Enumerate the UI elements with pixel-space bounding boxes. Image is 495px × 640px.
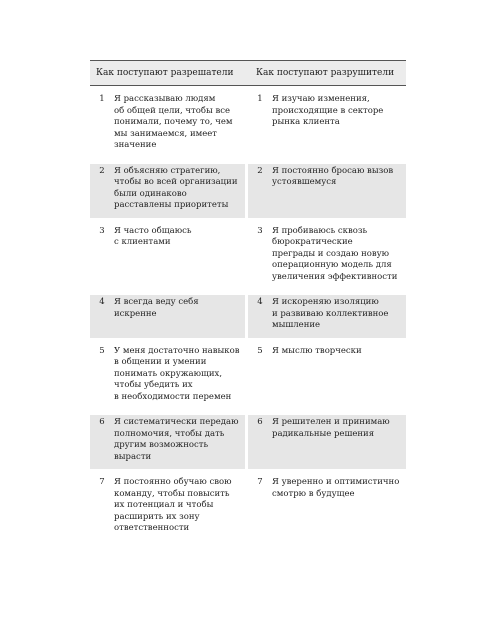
disruptor-cell: [248, 92, 406, 158]
table-row: [90, 164, 406, 218]
row-number: 2: [257, 165, 263, 176]
enabler-cell: [90, 344, 245, 410]
table-row: [90, 224, 406, 290]
disruptor-cell: [248, 344, 406, 410]
table-row: [90, 344, 406, 410]
table-body: [90, 92, 406, 541]
row-number: 3: [99, 225, 105, 236]
enabler-cell: [90, 224, 245, 290]
enabler-text: Я объясняю стратегию, чтобы во всей организации были одинаково расставлены приоритеты: [114, 165, 238, 210]
row-number: 2: [99, 165, 105, 176]
enabler-cell: [90, 415, 245, 469]
header-enablers: Как поступают разрешатели: [96, 68, 234, 78]
enabler-cell: [90, 92, 245, 158]
table-row: [90, 415, 406, 469]
disruptor-cell: [248, 164, 406, 218]
enabler-cell: [90, 475, 245, 541]
enabler-cell: [90, 164, 245, 218]
disruptor-text: Я изучаю изменения, происходящие в секторе рынка клиента: [272, 94, 384, 127]
enabler-text: Я постоянно обучаю свою команду, чтобы повысить их потенциал и чтобы расширить их зону ответственности: [114, 477, 232, 533]
table-row: [90, 92, 406, 158]
enabler-text: Я всегда веду себя искренне: [114, 297, 199, 319]
table-row: [90, 475, 406, 541]
comparison-table: [90, 60, 406, 541]
table-row: [90, 295, 406, 338]
enabler-text: У меня достаточно навыков в общении и умении понимать окружающих, чтобы убедить их в необходимости перемен: [114, 345, 240, 402]
disruptor-cell: [248, 415, 406, 469]
row-number: 4: [257, 297, 263, 307]
row-number: 5: [99, 345, 105, 356]
enabler-text: Я рассказываю людям об общей цели, чтобы все понимали, почему то, чем мы занимаемся, имеет значение: [114, 94, 233, 150]
row-number: 1: [99, 94, 105, 104]
row-number: 5: [257, 345, 263, 356]
row-number: 1: [257, 94, 263, 104]
enabler-cell: [90, 295, 245, 338]
disruptor-text: Я мыслю творчески: [272, 345, 362, 356]
enabler-text: Я систематически передаю полномочия, чтобы дать другим возможность вырасти: [114, 417, 239, 462]
disruptor-text: Я искореняю изоляцию и развиваю коллективное мышление: [272, 297, 389, 330]
row-number: 3: [257, 225, 263, 236]
header-disruptors: Как поступают разрушители: [256, 68, 395, 78]
disruptor-cell: [248, 224, 406, 290]
table-header: [90, 60, 406, 86]
disruptor-text: Я уверенно и оптимистично смотрю в будущее: [272, 477, 400, 499]
disruptor-text: Я постоянно бросаю вызов устоявшемуся: [272, 165, 394, 187]
row-number: 7: [257, 477, 263, 487]
row-number: 4: [99, 297, 105, 307]
row-number: 6: [99, 417, 105, 427]
disruptor-text: Я решителен и принимаю радикальные решения: [272, 417, 390, 439]
row-number: 7: [99, 477, 105, 487]
row-number: 6: [257, 417, 263, 427]
disruptor-text: Я пробиваюсь сквозь бюрократические преграды и создаю новую операционную модель для увеличения эффективности: [272, 225, 398, 282]
disruptor-cell: [248, 295, 406, 338]
disruptor-cell: [248, 475, 406, 541]
enabler-text: Я часто общаюсь с клиентами: [114, 225, 192, 247]
